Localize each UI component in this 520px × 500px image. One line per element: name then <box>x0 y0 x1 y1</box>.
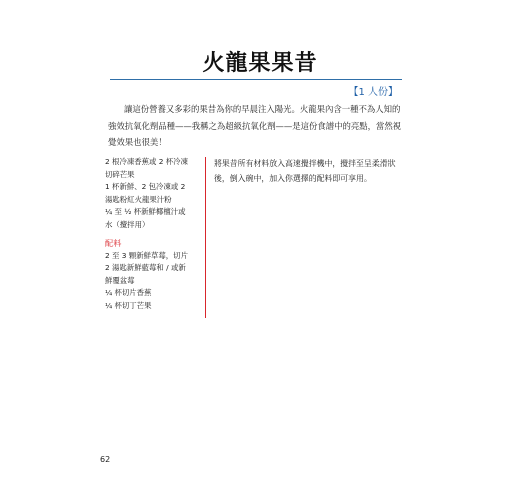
method-text: 將果昔所有材料放入高速攪拌機中，攪拌至呈柔滑狀後，倒入碗中，加入你選擇的配料即可享用。 <box>214 159 396 183</box>
topping-line: ¼ 杯切丁芒果 <box>105 300 152 310</box>
ingredients-column <box>105 156 201 312</box>
ingredient-line: 1 杯新鮮、2 包冷凍或 2 <box>105 182 186 191</box>
topping-line: 鮮覆盆莓 <box>105 275 135 285</box>
toppings-heading: 配料 <box>105 238 122 248</box>
topping-line: 2 至 3 顆新鮮草莓，切片 <box>105 250 188 260</box>
ingredient-line: ¼ 至 ½ 杯新鮮椰檀汁或 <box>105 207 186 216</box>
ingredient-line: 2 根冷凍香蕉或 2 杯冷凍 <box>105 157 188 166</box>
recipe-title: 火龍果果昔 <box>202 51 318 76</box>
page-number: 62 <box>100 455 111 464</box>
column-divider <box>205 157 206 318</box>
ingredient-line: 切碎芒果 <box>105 169 135 179</box>
recipe-intro: 讓這份營養又多彩的果昔為你的早晨注入陽光。火龍果內含一種不為人知的強效抗氧化劑品種——我稱之為超級抗氧化劑——是這份食譜中的亮點，當然視覺效果也很美！ <box>108 104 402 147</box>
title-divider <box>110 79 402 80</box>
servings-label: 【1 人份】 <box>348 87 398 98</box>
ingredient-line: 水（攪拌用） <box>105 219 150 229</box>
topping-line: 2 湯匙新鮮藍莓和 / 或新 <box>105 263 186 272</box>
ingredient-line: 湯匙粉紅火龍果汁粉 <box>105 194 172 204</box>
topping-line: ¼ 杯切片香蕉 <box>105 288 152 297</box>
